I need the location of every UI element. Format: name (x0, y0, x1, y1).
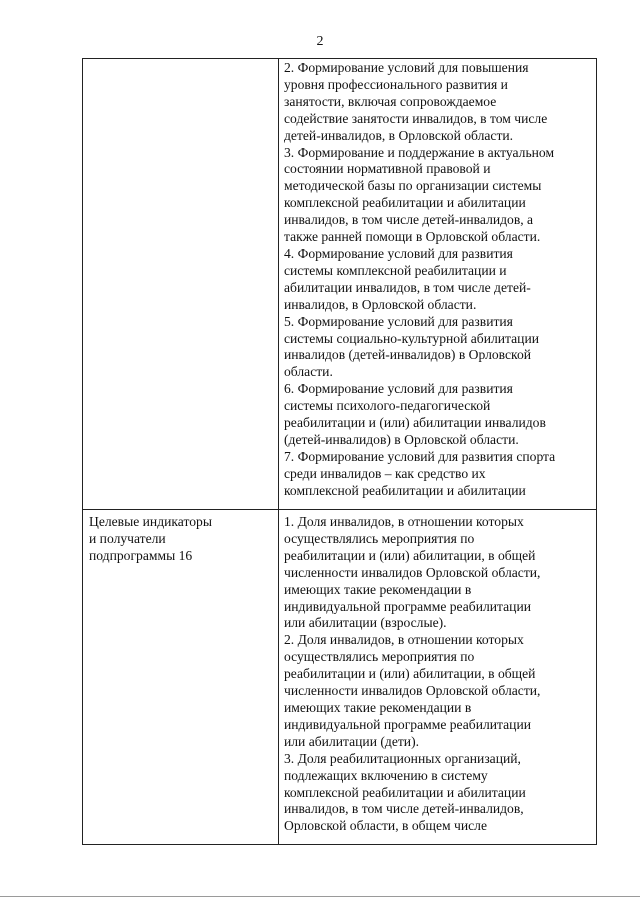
page-number: 2 (316, 34, 324, 49)
task-item-6: 6. Формирование условий для развития системы психолого-педагогической реабилитации и (или) абилитации инвалидов (детей-инвалидов) в Орловской области. (284, 381, 546, 447)
table-cell-right (279, 510, 597, 845)
table-cell-left (83, 59, 279, 510)
table-row (83, 510, 597, 845)
document-table (82, 58, 597, 845)
task-item-7: 7. Формирование условий для развития спорта среди инвалидов – как средство их комплексной реабилитации и абилитации (284, 448, 556, 498)
target-indicators-label: Целевые индикаторы и получатели подпрограммы 16 (89, 514, 212, 563)
task-item-4: 4. Формирование условий для развития системы комплексной реабилитации и абилитации инвалидов, в том числе детей- инвалидов, в Орловской области. (284, 245, 531, 312)
indicator-item-1: 1. Доля инвалидов, в отношении которых осуществлялись мероприятия по реабилитации и (или) абилитации, в общей численности инвалидов Орловской области, имеющих такие рекомендации в индивидуальной программе реабилитации или абилитации (взрослые). (284, 514, 541, 631)
task-item-2: 2. Формирование условий для повышения уровня профессионального развития и занятости, включая сопровождаемое содействие занятости инвалидов, в том числе детей-инвалидов, в Орловской области. (284, 60, 548, 143)
table-row (83, 59, 597, 510)
table-cell-right (279, 59, 597, 510)
task-item-5: 5. Формирование условий для развития системы социально-культурной абилитации инвалидов (детей-инвалидов) в Орловской области. (284, 313, 539, 380)
task-item-3: 3. Формирование и поддержание в актуальном состоянии нормативной правовой и методической базы по организации системы комплексной реабилитации и абилитации инвалидов, в том числе детей-инвалидов, а также ранней помощи в Орловской области. (284, 144, 555, 245)
indicator-item-2: 2. Доля инвалидов, в отношении которых осуществлялись мероприятия по реабилитации и (или) абилитации, в общей численности инвалидов Орловской области, имеющих такие рекомендации в индивидуальной программе реабилитации или абилитации (дети). (284, 632, 541, 749)
page-bottom-divider (0, 896, 640, 897)
table-cell-left (83, 510, 279, 845)
indicator-item-3: 3. Доля реабилитационных организаций, подлежащих включению в систему комплексной реабилитации и абилитации инвалидов, в том числе детей-инвалидов, Орловской области, в общем числе (284, 750, 526, 834)
